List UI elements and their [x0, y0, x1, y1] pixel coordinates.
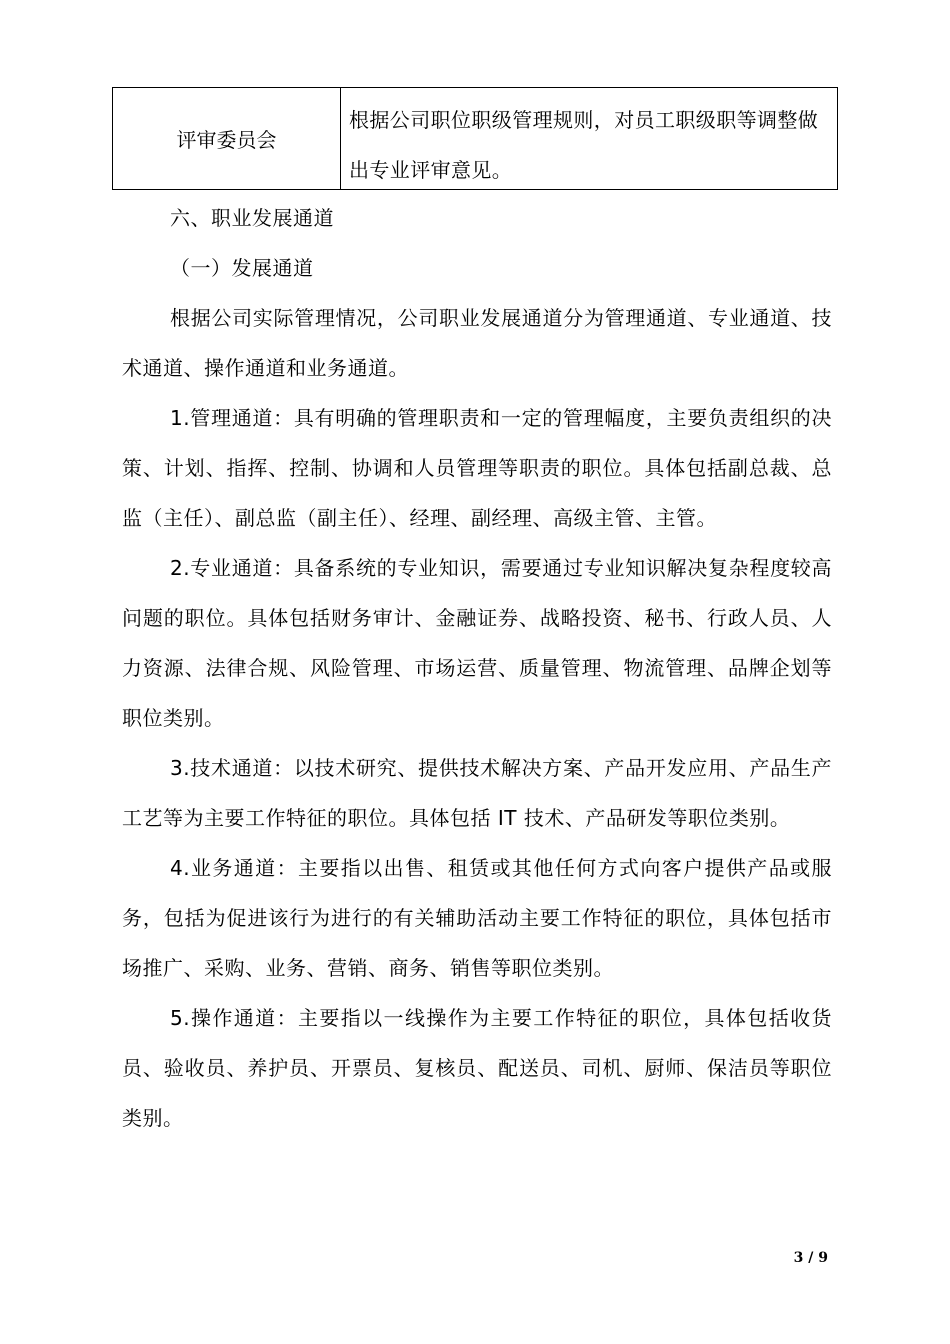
role-table	[112, 87, 838, 190]
subsection-heading: （一）发展通道	[170, 256, 314, 280]
paragraph-professional-channel: 2.专业通道：具备系统的专业知识，需要通过专业知识解决复杂程度较高问题的职位。具体包括财务审计、金融证券、战略投资、秘书、行政人员、人力资源、法律合规、风险管理、市场运营、质量管理、物流管理、品牌企划等职位类别。	[122, 556, 832, 730]
paragraph-technical-channel: 3.技术通道：以技术研究、提供技术解决方案、产品开发应用、产品生产工艺等为主要工作特征的职位。具体包括 IT 技术、产品研发等职位类别。	[122, 756, 832, 830]
paragraph-business-channel: 4.业务通道：主要指以出售、租赁或其他任何方式向客户提供产品或服务，包括为促进该行为进行的有关辅助活动主要工作特征的职位，具体包括市场推广、采购、业务、营销、商务、销售等职位类别。	[122, 856, 832, 980]
table-cell-role: 评审委员会	[113, 88, 341, 189]
paragraph-intro: 根据公司实际管理情况，公司职业发展通道分为管理通道、专业通道、技术通道、操作通道和业务通道。	[122, 306, 832, 380]
table-cell-description: 根据公司职位职级管理规则，对员工职级职等调整做出专业评审意见。	[349, 108, 819, 182]
paragraph-operation-channel: 5.操作通道：主要指以一线操作为主要工作特征的职位，具体包括收货员、验收员、养护员、开票员、复核员、配送员、司机、厨师、保洁员等职位类别。	[122, 1006, 832, 1130]
paragraph-management-channel: 1.管理通道：具有明确的管理职责和一定的管理幅度，主要负责组织的决策、计划、指挥、控制、协调和人员管理等职责的职位。具体包括副总裁、总监（主任）、副总监（副主任）、经理、副经理、高级主管、主管。	[122, 406, 832, 530]
document-body	[122, 193, 832, 1143]
section-heading: 六、职业发展通道	[170, 206, 334, 230]
page-number: 3 / 9	[793, 1250, 828, 1266]
